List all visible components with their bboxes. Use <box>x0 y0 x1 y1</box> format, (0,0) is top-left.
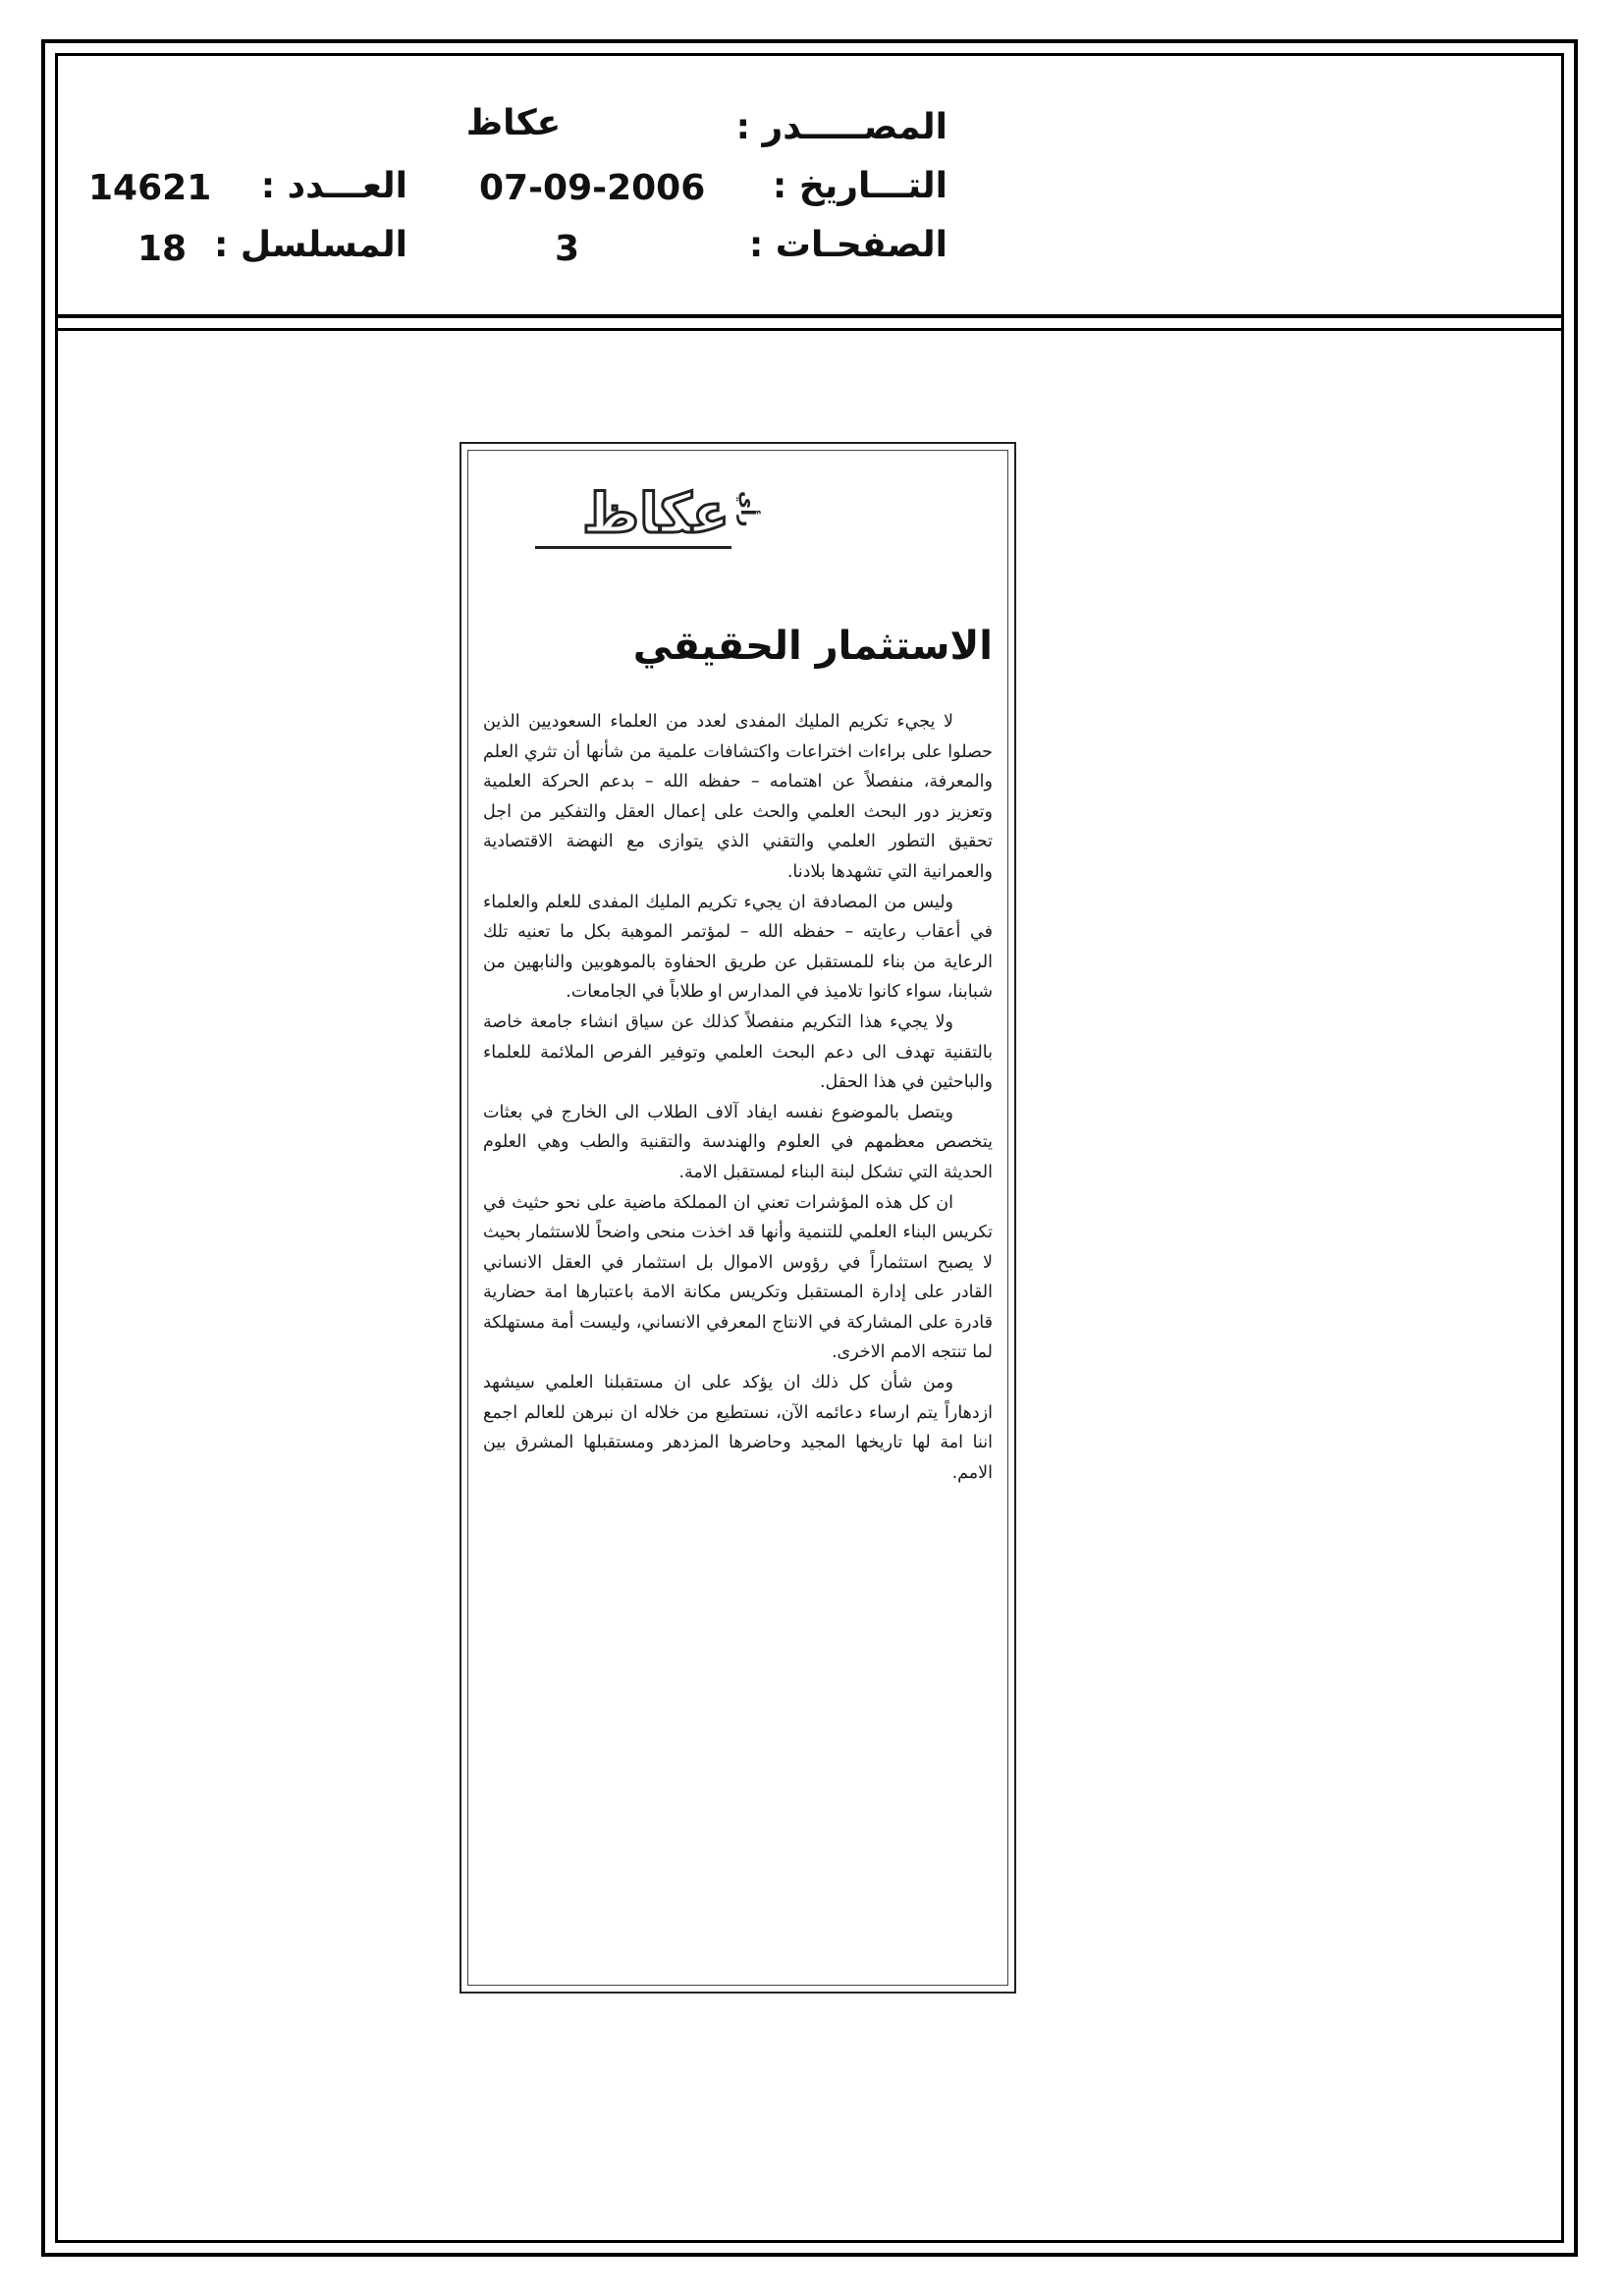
issue-value: 14621 <box>88 168 212 208</box>
article-paragraph: ان كل هذه المؤشرات تعني ان المملكة ماضية على نحو حثيث في تكريس البناء العلمي للتنمية وأنها قد اخذت منحى واضحاً للاستثمار بحيث لا يصبح استثماراً في رؤوس الاموال بل استثمار في العقل الانساني القادر على إدارة المستقبل وتكريس مكانة الامة باعتبارها امة حضارية قادرة على المشاركة في الانتاج المعرفي الانساني، وليست أمة مستهلكة لما تنتجه الامم الاخرى. <box>483 1192 993 1363</box>
article-title: الاستثمار الحقيقي <box>632 624 993 669</box>
newspaper-clipping <box>460 442 1016 1994</box>
serial-value: 18 <box>137 229 188 269</box>
masthead-underline <box>535 546 731 549</box>
source-label: المصـــــدر : <box>735 107 947 147</box>
source-value: عكاظ <box>465 103 562 143</box>
issue-label: العـــدد : <box>260 166 407 206</box>
masthead-logo: عكاظ <box>581 482 730 546</box>
article-paragraph: ولا يجيء هذا التكريم منفصلاً كذلك عن سياق انشاء جامعة خاصة بالتقنية تهدف الى دعم البحث العلمي وتوفير الفرص الملائمة للعلماء والباحثين في هذا الحقل. <box>483 1011 993 1093</box>
serial-label: المسلسل : <box>213 225 407 265</box>
masthead-kicker: رأي <box>736 491 760 527</box>
header-divider <box>55 314 1564 318</box>
article-paragraph: ومن شأن كل ذلك ان يؤكد على ان مستقبلنا العلمي سيشهد ازدهاراً يتم ارساء دعائمه الآن، نستطيع من خلاله ان نبرهن للعالم اجمع اننا امة لها تاريخها المجيد وحاضرها المزدهر ومستقبلها المشرق بين الامم. <box>483 1373 993 1483</box>
date-label: التـــاريخ : <box>772 166 947 206</box>
article-paragraph: ويتصل بالموضوع نفسه ايفاد آلاف الطلاب الى الخارج في بعثات يتخصص معظمهم في العلوم والهندسة والتقنية والطب وهي العلوم الحديثة التي تشكل لبنة البناء لمستقبل الامة. <box>483 1102 993 1182</box>
header-divider-inner <box>55 328 1564 331</box>
pages-label: الصفحـات : <box>748 225 947 265</box>
article-paragraph: لا يجيء تكريم المليك المفدى لعدد من العلماء السعوديين الذين حصلوا على براءات اختراعات واكتشافات علمية من شأنها أن تثري العلم والمعرفة، منفصلاً عن اهتمامه – حفظه الله – بدعم الحركة العلمية وتعزيز دور البحث العلمي والحث على إعمال العقل والتفكير من اجل تحقيق التطور العلمي والتقني الذي يتوازى مع النهضة الاقتصادية والعمرانية التي تشهدها بلادنا. <box>483 712 993 882</box>
article-body <box>483 707 993 1488</box>
article-paragraph: وليس من المصادفة ان يجيء تكريم المليك المفدى للعلم والعلماء في أعقاب رعايته – حفظه الله – لمؤتمر الموهبة بكل ما تعنيه تلك الرعاية من بناء للمستقبل عن طريق الحفاوة بالموهوبين والنابهين من شبابنا، سواء كانوا تلاميذ في المدارس او طلاباً في الجامعات. <box>483 892 993 1003</box>
pages-value: 3 <box>555 229 580 269</box>
date-value: 07-09-2006 <box>479 168 706 208</box>
newspaper-masthead <box>514 483 759 554</box>
